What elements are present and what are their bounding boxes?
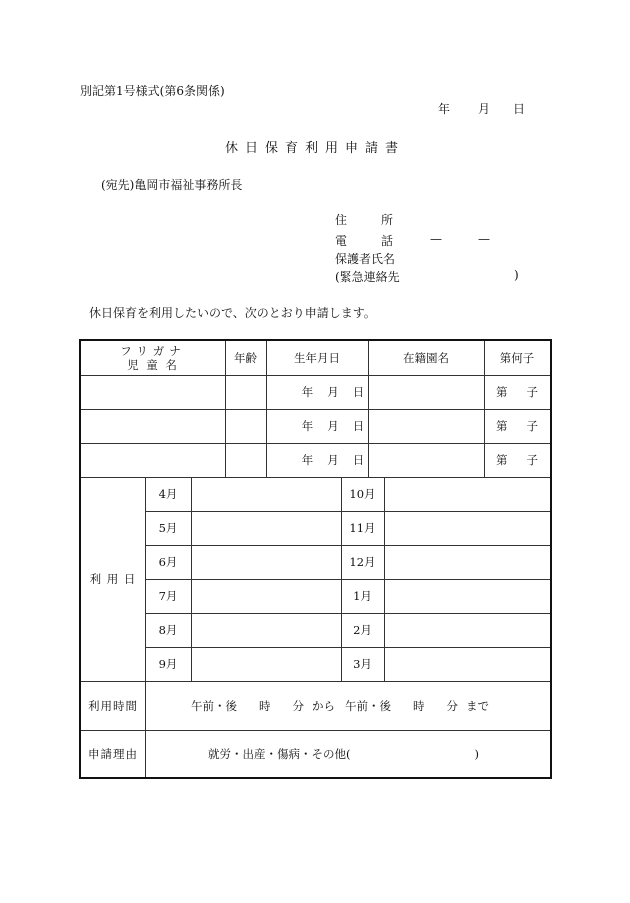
guardian-label: 保護者氏名	[335, 252, 396, 266]
birth-order-cell	[484, 443, 550, 477]
birth-order-header: 第何子	[499, 351, 535, 365]
date-month-label: 月	[478, 102, 491, 116]
birth-day-label: 日	[352, 419, 365, 433]
col-line	[191, 477, 192, 681]
furigana-header: フリガナ	[120, 344, 186, 358]
month-right: 3月	[353, 657, 372, 671]
time-min-from: 分	[292, 698, 304, 713]
month-left: 5月	[158, 521, 178, 535]
month-left: 7月	[158, 589, 178, 603]
emergency-close: )	[514, 268, 519, 282]
child-name-label: 児 童 名	[127, 358, 179, 372]
age-header: 年齢	[234, 351, 257, 365]
birth-order-cell	[484, 375, 550, 409]
phone-dash-1: —	[430, 232, 442, 246]
intro-text: 休日保育を利用したいので、次のとおり申請します。	[89, 306, 376, 320]
time-hour-until: 時	[413, 698, 425, 713]
order-ko-label: 子	[526, 385, 538, 399]
time-min-until: 分	[446, 698, 458, 713]
addressee: (宛先)亀岡市福祉事務所長	[101, 178, 243, 192]
application-date	[438, 100, 525, 117]
phone-dashes	[430, 232, 526, 246]
time-until-label: まで	[466, 698, 489, 713]
month-right: 10月	[349, 487, 376, 501]
order-dai-label: 第	[496, 453, 508, 467]
address-label: 住所	[335, 213, 393, 227]
reason-cell	[145, 730, 550, 777]
time-ampm-until: 午前・後	[345, 698, 391, 713]
birthdate-cell	[266, 409, 368, 443]
reason-label: 申請理由	[88, 746, 138, 761]
child-name-header	[81, 341, 225, 375]
phone-label: 電話	[335, 234, 393, 248]
application-table	[79, 339, 552, 779]
form-code: 別記第1号様式(第6条関係)	[80, 84, 225, 98]
birth-day-label: 日	[352, 453, 365, 467]
birth-year-label: 年	[301, 453, 314, 467]
month-right: 11月	[349, 521, 376, 535]
date-year-label: 年	[438, 102, 451, 116]
guardian-name	[335, 250, 395, 267]
time-hour-from: 時	[259, 698, 271, 713]
emergency-contact	[335, 268, 400, 285]
time-from-label: から	[312, 698, 335, 713]
phone-dash-2: —	[478, 232, 490, 246]
birth-year-label: 年	[301, 419, 314, 433]
order-ko-label: 子	[526, 453, 538, 467]
birth-month-label: 月	[327, 453, 339, 467]
order-ko-label: 子	[526, 419, 538, 433]
emergency-open: (緊急連絡先	[335, 270, 400, 284]
month-right: 2月	[353, 623, 372, 637]
birth-day-label: 日	[352, 385, 365, 399]
birth-month-label: 月	[327, 385, 339, 399]
order-dai-label: 第	[496, 419, 508, 433]
birthdate-header: 生年月日	[294, 351, 340, 365]
page-title: 休日保育利用申請書	[224, 141, 405, 156]
birth-year-label: 年	[301, 385, 314, 399]
month-left: 6月	[158, 555, 178, 569]
reason-options: 就労・出産・傷病・その他(	[208, 746, 351, 761]
reason-close: )	[474, 746, 479, 761]
month-left: 9月	[158, 657, 178, 671]
birth-month-label: 月	[327, 419, 339, 433]
applicant-address	[335, 211, 393, 228]
usage-time-cell	[145, 681, 550, 730]
col-line	[384, 477, 385, 681]
month-left: 8月	[158, 623, 178, 637]
date-day-label: 日	[513, 102, 526, 116]
order-dai-label: 第	[496, 385, 508, 399]
usage-days-label: 利 用 日	[89, 572, 137, 586]
birthdate-cell	[266, 375, 368, 409]
month-right: 1月	[353, 589, 372, 603]
school-header: 在籍園名	[403, 351, 449, 365]
usage-time-label: 利用時間	[88, 698, 138, 713]
month-right: 12月	[349, 555, 376, 569]
birthdate-cell	[266, 443, 368, 477]
month-left: 4月	[158, 487, 178, 501]
birth-order-cell	[484, 409, 550, 443]
applicant-phone	[335, 232, 393, 249]
time-ampm-from: 午前・後	[191, 698, 237, 713]
